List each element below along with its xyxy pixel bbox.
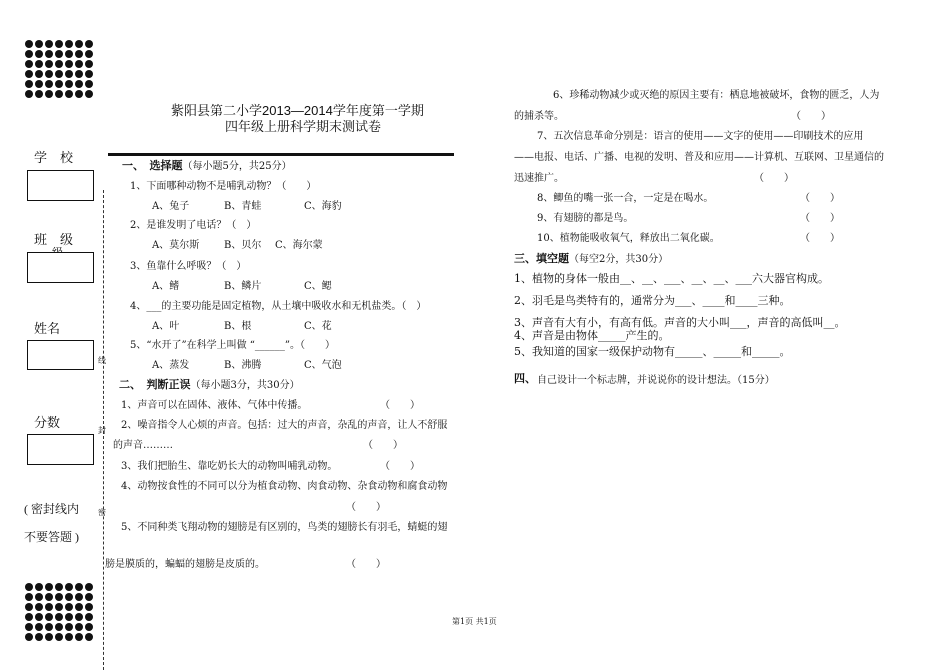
decorative-dot — [25, 70, 33, 78]
s2-item8: 8、鲫鱼的嘴一张一合，一定是在喝水。 — [537, 193, 714, 204]
section3-title: 三、填空题 — [514, 252, 569, 265]
decorative-dot — [85, 593, 93, 601]
decorative-dot — [25, 40, 33, 48]
s2-item6-answer[interactable]: （ ） — [791, 111, 831, 122]
s2-item4: 4、动物按食性的不同可以分为植食动物、肉食动物、杂食动物和腐食动物 — [121, 481, 448, 492]
s2-item1-answer[interactable]: （ ） — [380, 400, 420, 411]
decorative-dot — [35, 90, 43, 98]
decorative-dot — [85, 80, 93, 88]
name-field[interactable] — [27, 340, 94, 370]
decorative-dot — [55, 583, 63, 591]
decorative-dot — [65, 583, 73, 591]
decorative-dot — [65, 603, 73, 611]
s2-item5: 5、不同种类飞翔动物的翅膀是有区别的，鸟类的翅膀长有羽毛，蜻蜓的翅 — [121, 522, 448, 533]
s2-item7-cont2: 迅速推广。 — [514, 173, 564, 184]
decorative-dot — [75, 613, 83, 621]
s2-item10-answer[interactable]: （ ） — [800, 233, 840, 244]
decorative-dot — [45, 50, 53, 58]
page-title-line1: 紫阳县第二小学2013—2014学年度第一学期 — [171, 103, 424, 118]
decorative-dot — [85, 613, 93, 621]
decorative-dot — [65, 593, 73, 601]
section2-title: 二、 判断正误 — [119, 378, 191, 391]
s2-item2-answer[interactable]: （ ） — [363, 440, 403, 451]
decorative-dot — [55, 623, 63, 631]
decorative-dot — [25, 593, 33, 601]
section3-info: （每空2分，共30分） — [569, 254, 669, 265]
decorative-dot — [55, 70, 63, 78]
s1-q4: 4、___的主要功能是固定植物，从土壤中吸收水和无机盐类。（ ） — [130, 301, 427, 312]
s2-item6: 6、珍稀动物减少或灭绝的原因主要有：栖息地被破坏，食物的匮乏，人为 — [553, 90, 880, 101]
decorative-dot — [85, 50, 93, 58]
decorative-dot — [55, 80, 63, 88]
decorative-dot — [65, 50, 73, 58]
decorative-dot — [35, 623, 43, 631]
decorative-dot — [35, 583, 43, 591]
decorative-dot — [45, 593, 53, 601]
section1-info: （每小题5分，共25分） — [182, 161, 292, 172]
decorative-dot — [75, 593, 83, 601]
section1-title: 一、 选择题 — [122, 159, 183, 172]
decorative-dot — [55, 90, 63, 98]
decorative-dot — [85, 40, 93, 48]
decorative-dot — [75, 50, 83, 58]
decorative-dot — [85, 90, 93, 98]
decorative-dot — [65, 623, 73, 631]
decorative-dot — [45, 80, 53, 88]
title-rule — [108, 153, 454, 156]
decorative-dot — [75, 90, 83, 98]
dot-grid-bottom-decoration — [25, 583, 94, 642]
decorative-dot — [25, 603, 33, 611]
s2-item8-answer[interactable]: （ ） — [800, 193, 840, 204]
decorative-dot — [65, 60, 73, 68]
decorative-dot — [45, 623, 53, 631]
s1-q2-option-c[interactable]: C、海尔蒙 — [275, 240, 323, 251]
decorative-dot — [45, 583, 53, 591]
decorative-dot — [55, 50, 63, 58]
seal-note-line2: 不要答题 ) — [24, 530, 79, 544]
decorative-dot — [45, 633, 53, 641]
decorative-dot — [75, 40, 83, 48]
decorative-dot — [25, 613, 33, 621]
s1-q5-option-b[interactable]: B、沸腾 — [224, 360, 262, 371]
decorative-dot — [75, 603, 83, 611]
decorative-dot — [75, 80, 83, 88]
school-field[interactable] — [27, 170, 94, 201]
decorative-dot — [75, 623, 83, 631]
decorative-dot — [45, 70, 53, 78]
s1-q1: 1、下面哪种动物不是哺乳动物？（ ） — [130, 181, 317, 192]
s1-q1-option-a[interactable]: A、兔子 — [152, 201, 190, 212]
score-label: 分数 — [34, 415, 61, 430]
decorative-dot — [45, 603, 53, 611]
decorative-dot — [35, 50, 43, 58]
decorative-dot — [35, 613, 43, 621]
s2-item9-answer[interactable]: （ ） — [800, 213, 840, 224]
decorative-dot — [35, 593, 43, 601]
s2-item10: 10、植物能吸收氧气，释放出二氧化碳。 — [537, 233, 720, 244]
decorative-dot — [55, 593, 63, 601]
s1-q2: 2、是谁发明了电话？（ ） — [130, 220, 257, 231]
s1-q4-option-b[interactable]: B、根 — [224, 321, 252, 332]
s2-item2: 2、噪音指令人心烦的声音。包括：过大的声音，杂乱的声音，让人不舒服 — [121, 420, 448, 431]
decorative-dot — [65, 70, 73, 78]
decorative-dot — [85, 603, 93, 611]
section4-title: 四、 — [514, 372, 536, 385]
decorative-dot — [75, 583, 83, 591]
decorative-dot — [55, 60, 63, 68]
decorative-dot — [25, 50, 33, 58]
decorative-dot — [25, 60, 33, 68]
seal-note-line1: ( 密封线内 — [24, 502, 79, 516]
s1-q1-option-c[interactable]: C、海豹 — [304, 201, 342, 212]
decorative-dot — [35, 60, 43, 68]
decorative-dot — [55, 603, 63, 611]
decorative-dot — [45, 40, 53, 48]
seal-char-mi: 密 — [98, 508, 106, 517]
decorative-dot — [35, 80, 43, 88]
s1-q4-option-c[interactable]: C、花 — [304, 321, 332, 332]
s3-item3[interactable]: 3、声音有大有小，有高有低。声音的大小叫___，声音的高低叫__。 — [514, 316, 846, 329]
decorative-dot — [85, 60, 93, 68]
decorative-dot — [85, 623, 93, 631]
decorative-dot — [25, 633, 33, 641]
s2-item1: 1、声音可以在固体、液体、气体中传播。 — [121, 400, 308, 411]
s2-item5-cont: 膀是膜质的，蝙蝠的翅膀是皮质的。 — [105, 559, 265, 570]
seal-char-xian: 线 — [98, 356, 106, 365]
decorative-dot — [25, 623, 33, 631]
section4-text: 自己设计一个标志牌，并说说你的设计想法。（15分） — [537, 375, 775, 386]
s2-item3: 3、我们把胎生、靠吃奶长大的动物叫哺乳动物。 — [121, 461, 338, 472]
decorative-dot — [85, 583, 93, 591]
decorative-dot — [35, 603, 43, 611]
section3-heading — [514, 250, 668, 266]
s1-q1-option-b[interactable]: B、青蛙 — [224, 201, 262, 212]
s2-item9: 9、有翅膀的都是鸟。 — [537, 213, 634, 224]
decorative-dot — [25, 90, 33, 98]
s2-item7-cont1: ——电报、电话、广播、电视的发明、普及和应用——计算机、互联网、卫星通信的 — [514, 152, 884, 163]
decorative-dot — [85, 70, 93, 78]
decorative-dot — [35, 40, 43, 48]
decorative-dot — [25, 583, 33, 591]
decorative-dot — [65, 40, 73, 48]
s1-q5-option-c[interactable]: C、气泡 — [304, 360, 342, 371]
s2-item7: 7、五次信息革命分别是：语言的使用——文字的使用——印刷技术的应用 — [537, 131, 864, 142]
class-field[interactable] — [27, 252, 94, 283]
name-label: 姓名 — [34, 321, 61, 336]
section2-heading — [119, 376, 300, 392]
s2-item6-cont: 的捕杀等。 — [514, 111, 564, 122]
decorative-dot — [35, 70, 43, 78]
decorative-dot — [65, 80, 73, 88]
s2-item7-answer[interactable]: （ ） — [754, 173, 794, 184]
decorative-dot — [25, 80, 33, 88]
s2-item2-cont: 的声音……… — [113, 440, 173, 451]
s3-item2[interactable]: 2、羽毛是鸟类特有的，通常分为___、____和____三种。 — [514, 294, 791, 307]
dot-grid-top-decoration — [25, 40, 94, 99]
s2-item5-answer[interactable]: （ ） — [346, 559, 386, 570]
seal-char-feng: 封 — [98, 426, 106, 435]
decorative-dot — [55, 613, 63, 621]
s1-q3: 3、鱼靠什么呼吸？（ ） — [130, 261, 247, 272]
decorative-dot — [65, 613, 73, 621]
decorative-dot — [35, 633, 43, 641]
school-label: 学 校 — [34, 150, 74, 165]
s1-q2-option-a[interactable]: A、莫尔斯 — [152, 240, 200, 251]
s1-q4-option-a[interactable]: A、叶 — [152, 321, 180, 332]
section4-heading — [514, 370, 536, 386]
decorative-dot — [55, 40, 63, 48]
s3-item4[interactable]: 4、声音是由物体_____产生的。 — [514, 329, 670, 342]
decorative-dot — [75, 633, 83, 641]
s1-q3-option-a[interactable]: A、鳍 — [152, 281, 180, 292]
class-label: 班 级 — [34, 232, 74, 247]
s3-item1[interactable]: 1、植物的身体一般由__、__、___、__、__、___六大器官构成。 — [514, 272, 829, 285]
s2-item3-answer[interactable]: （ ） — [380, 461, 420, 472]
s1-q5: 5、“水开了”在科学上叫做 “______”。（ ） — [130, 340, 335, 351]
s3-item5[interactable]: 5、我知道的国家一级保护动物有_____、_____和_____。 — [514, 345, 791, 358]
section2-info: （每小题3分，共30分） — [190, 380, 300, 391]
decorative-dot — [45, 90, 53, 98]
decorative-dot — [65, 90, 73, 98]
page-footer: 第1页 共1页 — [452, 617, 497, 626]
decorative-dot — [45, 613, 53, 621]
s1-q3-option-c[interactable]: C、鳃 — [304, 281, 332, 292]
decorative-dot — [55, 633, 63, 641]
decorative-dot — [85, 633, 93, 641]
decorative-dot — [75, 60, 83, 68]
decorative-dot — [75, 70, 83, 78]
s1-q2-option-b[interactable]: B、贝尔 — [224, 240, 262, 251]
decorative-dot — [45, 60, 53, 68]
s1-q5-option-a[interactable]: A、蒸发 — [152, 360, 190, 371]
s2-item4-answer[interactable]: （ ） — [346, 502, 386, 513]
decorative-dot — [65, 633, 73, 641]
s1-q3-option-b[interactable]: B、鳞片 — [224, 281, 262, 292]
page-title-line2: 四年级上册科学期末测试卷 — [225, 119, 382, 134]
section1-heading — [122, 157, 292, 173]
score-field[interactable] — [27, 434, 94, 465]
